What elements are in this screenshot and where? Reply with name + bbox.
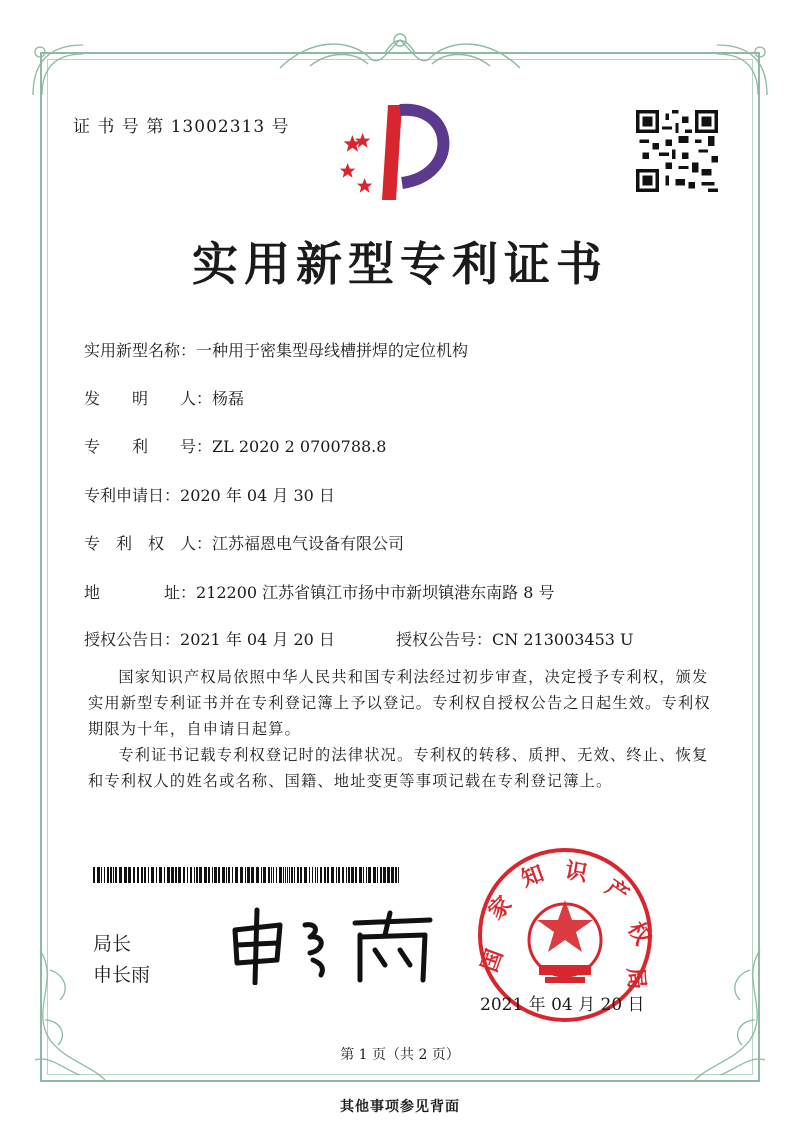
field-patent-number (84, 434, 386, 457)
field-label: 专 利 权 人： (84, 534, 213, 553)
field-value: 212200 江苏省镇江市扬中市新坝镇港东南路 8 号 (196, 583, 555, 602)
field-inventor (84, 386, 244, 409)
field-label: 授权公告号： (396, 630, 493, 649)
corner-ornament-icon (712, 40, 772, 100)
corner-ornament-icon (28, 40, 88, 100)
field-value: ZL 2020 2 0700788.8 (212, 437, 387, 456)
certificate-number: 证 书 号 第 13002313 号 (73, 117, 290, 137)
field-announcement-date (84, 627, 335, 650)
field-label: 实用新型名称： (84, 341, 197, 360)
field-label: 发 明 人： (84, 389, 213, 408)
field-value: 2021 年 04 月 20 日 (180, 630, 335, 649)
seal-char: 局 (622, 966, 649, 991)
director-name: 申长雨 (93, 964, 151, 986)
field-value: 江苏福恩电气设备有限公司 (212, 534, 405, 553)
qr-code-icon (636, 110, 718, 192)
body-paragraph: 国家知识产权局依照中华人民共和国专利法经过初步审查，决定授予专利权，颁发实用新型专利证书并在专利登记簿上予以登记。专利权自授权公告之日起生效。专利权期限为十年，自申请日起算。 (88, 668, 711, 738)
field-value: 2020 年 04 月 30 日 (180, 486, 335, 505)
seal-char: 识 (563, 858, 590, 887)
field-utility-model-name (84, 338, 468, 361)
seal-char: 产 (600, 875, 633, 909)
field-value: 一种用于密集型母线槽拼焊的定位机构 (196, 341, 469, 360)
body-text (88, 664, 718, 794)
seal-char: 国 (477, 946, 509, 976)
field-label: 专利申请日： (84, 486, 181, 505)
corner-ornament-icon (690, 940, 780, 1090)
field-value: CN 213003453 U (492, 630, 634, 649)
body-paragraph: 专利证书记载专利权登记时的法律状况。专利权的转移、质押、无效、终止、恢复和专利权人的姓名或名称、国籍、地址变更等事项记载在专利登记簿上。 (88, 746, 709, 790)
certificate-title: 实用新型专利证书 (192, 237, 608, 291)
field-label: 地 址： (84, 583, 197, 602)
seal-date: 2021 年 04 月 20 日 (480, 995, 645, 1015)
signature-icon (225, 905, 440, 985)
seal-char: 知 (518, 861, 548, 893)
field-value: 杨磊 (212, 389, 245, 408)
seal-char: 权 (622, 917, 655, 950)
page-number: 第 1 页（共 2 页） (340, 1047, 460, 1063)
field-label: 专 利 号： (84, 437, 213, 456)
seal-char: 家 (483, 891, 518, 926)
director-title: 局长 (93, 933, 132, 955)
top-ornament-icon (270, 28, 530, 78)
cnipa-emblem-icon (330, 95, 470, 205)
footer-note: 其他事项参见背面 (340, 1099, 460, 1115)
field-patentee (84, 531, 404, 554)
field-address (84, 580, 555, 603)
field-filing-date (84, 483, 335, 506)
barcode-icon (93, 867, 403, 883)
field-announcement-number (396, 627, 634, 650)
field-label: 授权公告日： (84, 630, 181, 649)
